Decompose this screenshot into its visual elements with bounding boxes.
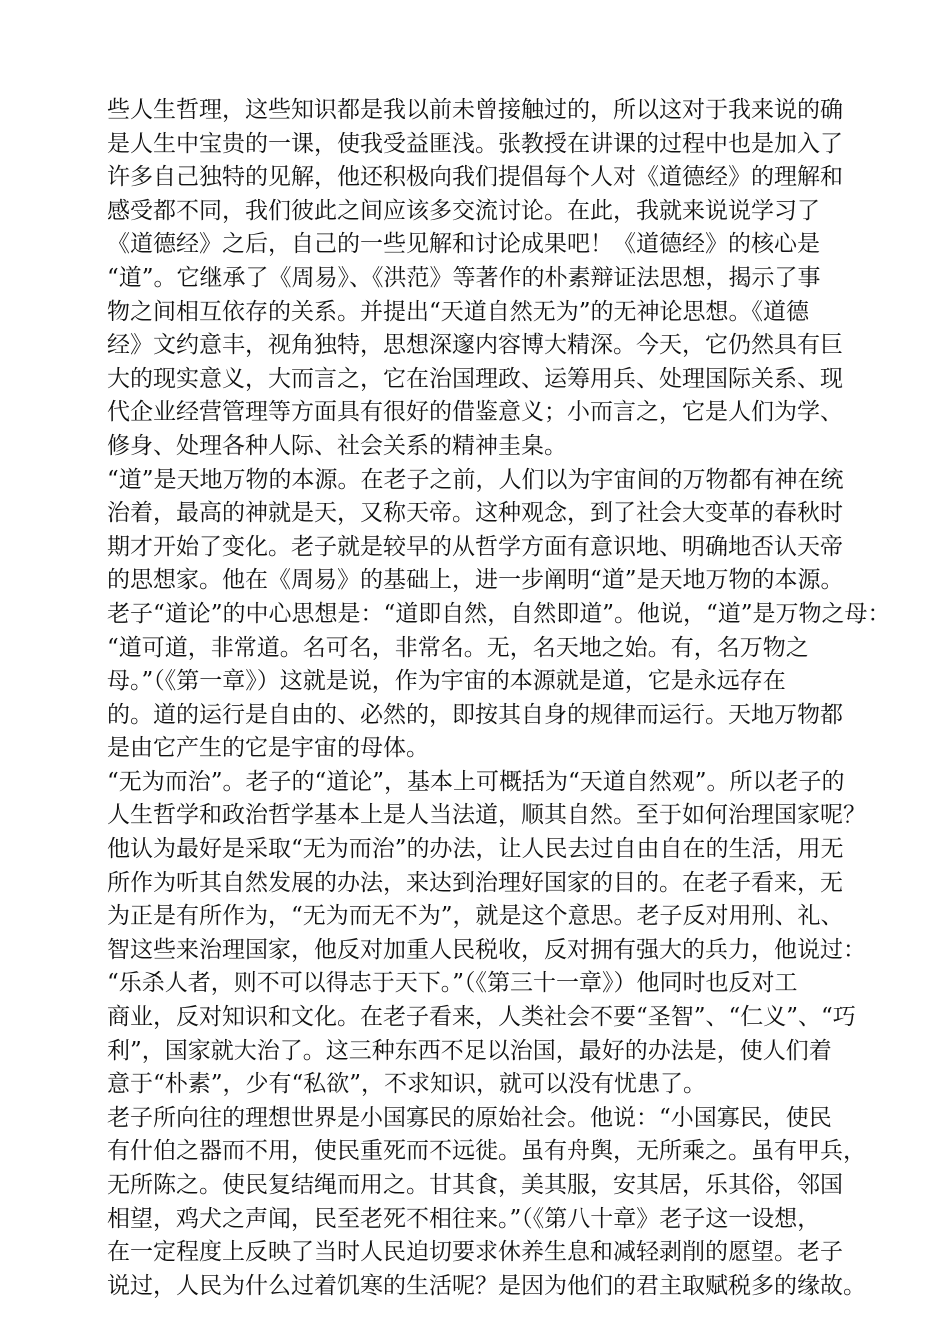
text-line: 老子“道论”的中心思想是：“道即自然，自然即道”。他说，“道”是万物之母： [107, 600, 891, 627]
text-line: 物之间相互依存的关系。并提出“天道自然无为”的无神论思想。《道德 [107, 298, 810, 325]
text-line: 感受都不同，我们彼此之间应该多交流讨论。在此，我就来说说学习了 [107, 197, 820, 224]
text-line: 有什伯之器而不用，使民重死而不远徙。虽有舟舆，无所乘之。虽有甲兵， [107, 1138, 866, 1165]
text-line: 的。道的运行是自由的、必然的，即按其自身的规律而运行。天地万物都 [107, 701, 843, 728]
text-line: “道”。它继承了《周易》、《洪范》等著作的朴素辩证法思想，揭示了事 [107, 264, 821, 291]
text-line: “道”是天地万物的本源。在老子之前，人们以为宇宙间的万物都有神在统 [107, 466, 844, 493]
text-line: 商业，反对知识和文化。在老子看来，人类社会不要“圣智”、“仁义”、“巧 [107, 1004, 856, 1031]
text-line: 他认为最好是采取“无为而治”的办法，让人民去过自由自在的生活，用无 [107, 836, 844, 863]
text-line: 无所陈之。使民复结绳而用之。甘其食，美其服，安其居，乐其俗，邻国 [107, 1172, 843, 1198]
text-line: 在一定程度上反映了当时人民迫切要求休养生息和减轻剥削的愿望。老子 [107, 1239, 843, 1266]
text-line: 利”，国家就大治了。这三种东西不足以治国，最好的办法是，使人们着 [107, 1037, 832, 1064]
text-line: 人生哲学和政治哲学基本上是人当法道，顺其自然。至于如何治理国家呢？ [107, 802, 866, 829]
text-line: 修身、处理各种人际、社会关系的精神圭臬。 [107, 432, 567, 459]
text-line: 所作为听其自然发展的办法，来达到治理好国家的目的。在老子看来，无 [107, 869, 843, 896]
text-line: 意于“朴素”，少有“私欲”，不求知识，就可以没有忧患了。 [107, 1071, 707, 1098]
text-line: 些人生哲理，这些知识都是我以前未曾接触过的，所以这对于我来说的确 [107, 97, 843, 123]
text-line: 母。”（《第一章》）这就是说，作为宇宙的本源就是道，它是永远存在 [107, 668, 786, 695]
text-line: “道可道，非常道。名可名，非常名。无，名天地之始。有，名万物之 [107, 634, 809, 661]
text-line: 大的现实意义，大而言之，它在治国理政、运筹用兵、处理国际关系、现 [107, 365, 843, 392]
text-line: 为正是有所作为，“无为而无不为”，就是这个意思。老子反对用刑、礼、 [107, 903, 844, 930]
text-line: “无为而治”。老子的“道论”，基本上可概括为“天道自然观”。所以老子的 [107, 768, 845, 795]
text-line: 智这些来治理国家，他反对加重人民税收，反对拥有强大的兵力，他说过： [107, 936, 866, 963]
text-line: 的思想家。他在《周易》的基础上，进一步阐明“道”是天地万物的本源。 [107, 567, 844, 594]
text-line: 期才开始了变化。老子就是较早的从哲学方面有意识地、明确地否认天帝 [107, 533, 843, 560]
text-line: 许多自己独特的见解，他还积极向我们提倡每个人对《道德经》的理解和 [107, 164, 843, 191]
text-line: 是由它产生的它是宇宙的母体。 [107, 735, 429, 762]
text-line: 代企业经营管理等方面具有很好的借鉴意义；小而言之，它是人们为学、 [107, 399, 843, 426]
text-line: 相望，鸡犬之声闻，民至老死不相往来。”（《第八十章》老子这一设想， [107, 1205, 821, 1232]
document-body-text [107, 94, 891, 1303]
text-line: 治着，最高的神就是天，又称天帝。这种观念，到了社会大变革的春秋时 [107, 500, 843, 527]
text-line: “乐杀人者，则不可以得志于天下。”（《第三十一章》）他同时也反对工 [107, 970, 798, 997]
text-line: 老子所向往的理想世界是小国寡民的原始社会。他说：“小国寡民，使民 [107, 1104, 832, 1131]
text-line: 《道德经》之后，自己的一些见解和讨论成果吧！《道德经》的核心是 [107, 231, 820, 258]
text-line: 是人生中宝贵的一课，使我受益匪浅。张教授在讲课的过程中也是加入了 [107, 130, 843, 157]
text-line: 经》文约意丰，视角独特，思想深邃内容博大精深。今天，它仍然具有巨 [107, 332, 843, 359]
text-line: 说过，人民为什么过着饥寒的生活呢？是因为他们的君主取赋税多的缘故。 [107, 1272, 866, 1299]
